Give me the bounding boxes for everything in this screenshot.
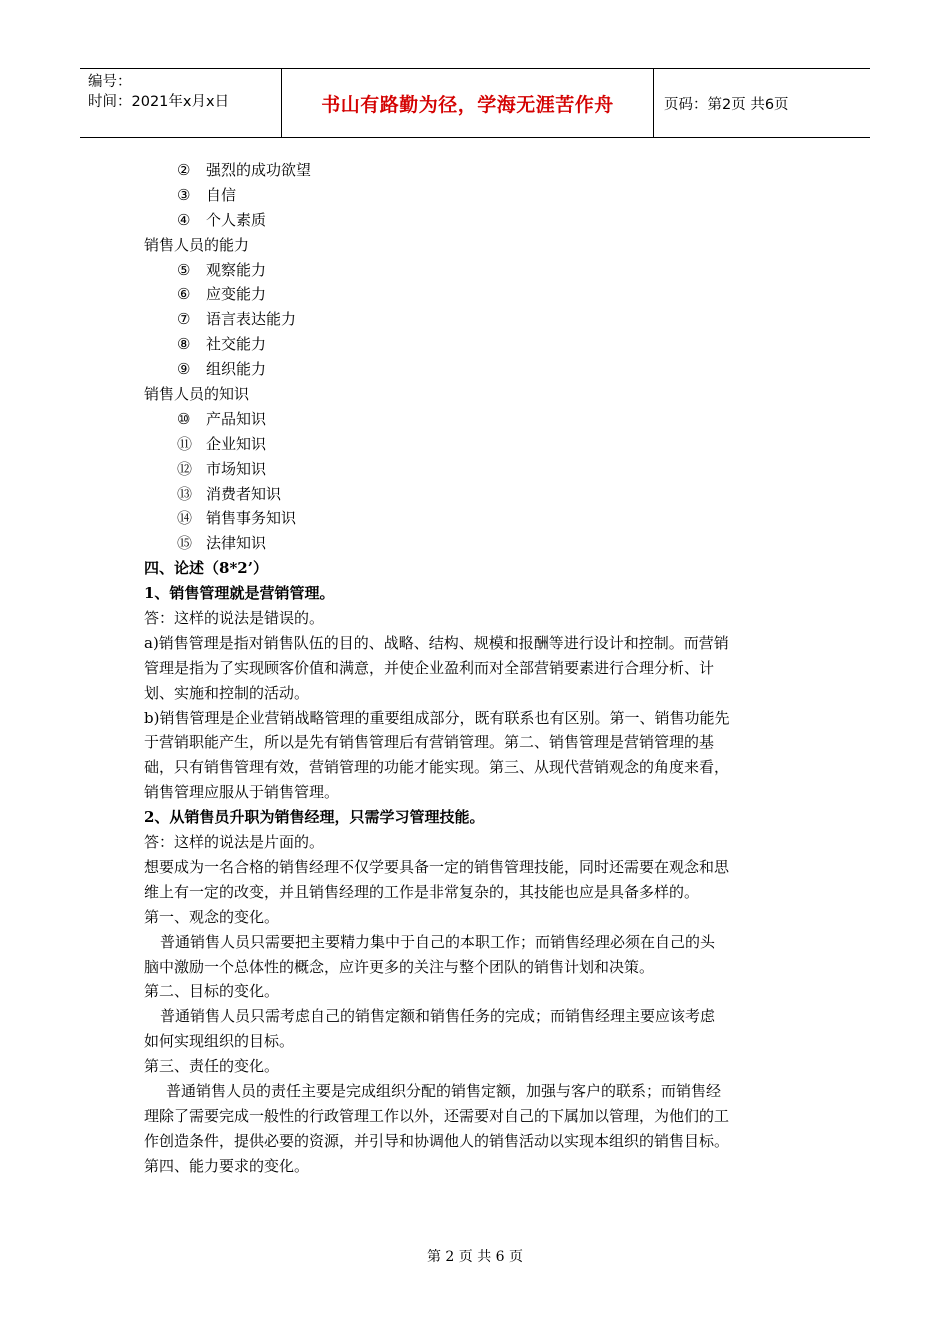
qualities-list: [144, 158, 816, 233]
header-divider: [653, 69, 654, 137]
section-title: 四、论述（8*2’）: [144, 559, 268, 578]
header-motto: 书山有路勤为径，学海无涯苦作舟: [321, 93, 614, 116]
list-item: [144, 282, 816, 307]
list-item: [144, 482, 816, 507]
list-number: ②: [177, 161, 191, 179]
paragraph-line: 如何实现组织的目标。: [144, 1032, 295, 1051]
list-item: [144, 258, 816, 283]
point-heading: 第三、责任的变化。: [144, 1057, 280, 1076]
list-text: 自信: [206, 185, 237, 204]
list-item: [144, 158, 816, 183]
list-number: ⑩: [177, 409, 191, 428]
point-heading: 第四、能力要求的变化。: [144, 1156, 310, 1175]
paragraph-line: 脑中激励一个总体性的概念，应许更多的关注与整个团队的销售计划和决策。: [144, 957, 655, 976]
list-number: ⑬: [177, 484, 193, 503]
list-text: 社交能力: [206, 335, 267, 354]
paragraph-line: 于营销职能产生，所以是先有销售管理后有营销管理。第二、销售管理是营销管理的基: [144, 733, 715, 752]
list-text: 强烈的成功欲望: [206, 161, 312, 179]
paragraph-line: 销售管理应服从于销售管理。: [144, 783, 340, 802]
list-number: ⑦: [177, 310, 191, 329]
point-heading: 第一、观念的变化。: [144, 907, 280, 926]
page-footer: 第 2 页 共 6 页: [426, 1249, 524, 1265]
paragraph-line: b)销售管理是企业营销战略管理的重要组成部分，既有联系也有区别。第一、销售功能先: [144, 708, 730, 727]
list-number: ④: [177, 210, 191, 229]
paragraph-line: 理除了需要完成一般性的行政管理工作以外，还需要对自己的下属加以管理，为他们的工: [144, 1106, 730, 1125]
paragraph-line: 管理是指为了实现顾客价值和满意，并使企业盈利而对全部营销要素进行合理分析、计: [144, 658, 715, 677]
heading-sales-ability: 销售人员的能力: [144, 235, 250, 254]
list-text: 语言表达能力: [206, 310, 297, 329]
paragraph-line: 普通销售人员的责任主要是完成组织分配的销售定额，加强与客户的联系；而销售经: [166, 1081, 722, 1100]
list-text: 个人素质: [206, 210, 267, 229]
list-item: [144, 208, 816, 233]
header-page-number: 页码：第2页 共6页: [664, 96, 789, 113]
list-text: 观察能力: [206, 260, 267, 279]
paragraph-line: 想要成为一名合格的销售经理不仅学要具备一定的销售管理技能，同时还需要在观念和思: [144, 857, 730, 876]
answer-line: 答：这样的说法是片面的。: [144, 833, 325, 852]
list-number: ⑭: [177, 509, 193, 528]
list-number: ⑤: [177, 260, 191, 279]
list-text: 应变能力: [206, 285, 267, 304]
paragraph-line: 普通销售人员只需考虑自己的销售定额和销售任务的完成；而销售经理主要应该考虑: [160, 1007, 716, 1026]
doc-date: 时间：2021年x月x日: [88, 94, 230, 110]
list-text: 销售事务知识: [206, 509, 297, 528]
list-item: [144, 432, 816, 457]
list-item: [144, 506, 816, 531]
ability-list: [144, 258, 816, 382]
question-title: 2、从销售员升职为销售经理，只需学习管理技能。: [144, 808, 485, 827]
list-text: 市场知识: [206, 459, 267, 478]
paragraph-line: 划、实施和控制的活动。: [144, 683, 310, 702]
heading-sales-knowledge: 销售人员的知识: [144, 385, 250, 404]
list-item: [144, 407, 816, 432]
paragraph-line: a)销售管理是指对销售队伍的目的、战略、结构、规模和报酬等进行设计和控制。而营销: [144, 633, 729, 652]
document-body: [144, 158, 816, 1179]
list-item: [144, 183, 816, 208]
list-number: ③: [177, 185, 191, 204]
list-number: ⑨: [177, 360, 191, 379]
list-item: [144, 531, 816, 556]
paragraph-line: 础，只有销售管理有效，营销管理的功能才能实现。第三、从现代营销观念的角度来看，: [144, 758, 730, 777]
list-number: ⑮: [177, 534, 193, 553]
page-header: [80, 68, 870, 138]
list-text: 组织能力: [206, 360, 267, 379]
list-item: [144, 332, 816, 357]
paragraph-line: 维上有一定的改变，并且销售经理的工作是非常复杂的，其技能也应是具备多样的。: [144, 882, 700, 901]
list-number: ⑫: [177, 459, 193, 478]
paragraph-line: 作创造条件，提供必要的资源，并引导和协调他人的销售活动以实现本组织的销售目标。: [144, 1131, 730, 1150]
list-text: 产品知识: [206, 409, 267, 428]
list-item: [144, 307, 816, 332]
list-text: 消费者知识: [206, 484, 282, 503]
header-info: [88, 72, 229, 112]
list-number: ⑪: [177, 434, 193, 453]
list-item: [144, 457, 816, 482]
paragraph-line: 普通销售人员只需要把主要精力集中于自己的本职工作；而销售经理必须在自己的头: [160, 932, 716, 951]
list-number: ⑧: [177, 335, 191, 354]
list-text: 企业知识: [206, 434, 267, 453]
list-item: [144, 357, 816, 382]
point-heading: 第二、目标的变化。: [144, 982, 280, 1001]
question-title: 1、销售管理就是营销管理。: [144, 584, 335, 603]
list-text: 法律知识: [206, 534, 267, 553]
doc-number-label: 编号：: [88, 74, 132, 90]
knowledge-list: [144, 407, 816, 556]
list-number: ⑥: [177, 285, 191, 304]
answer-line: 答：这样的说法是错误的。: [144, 609, 325, 628]
